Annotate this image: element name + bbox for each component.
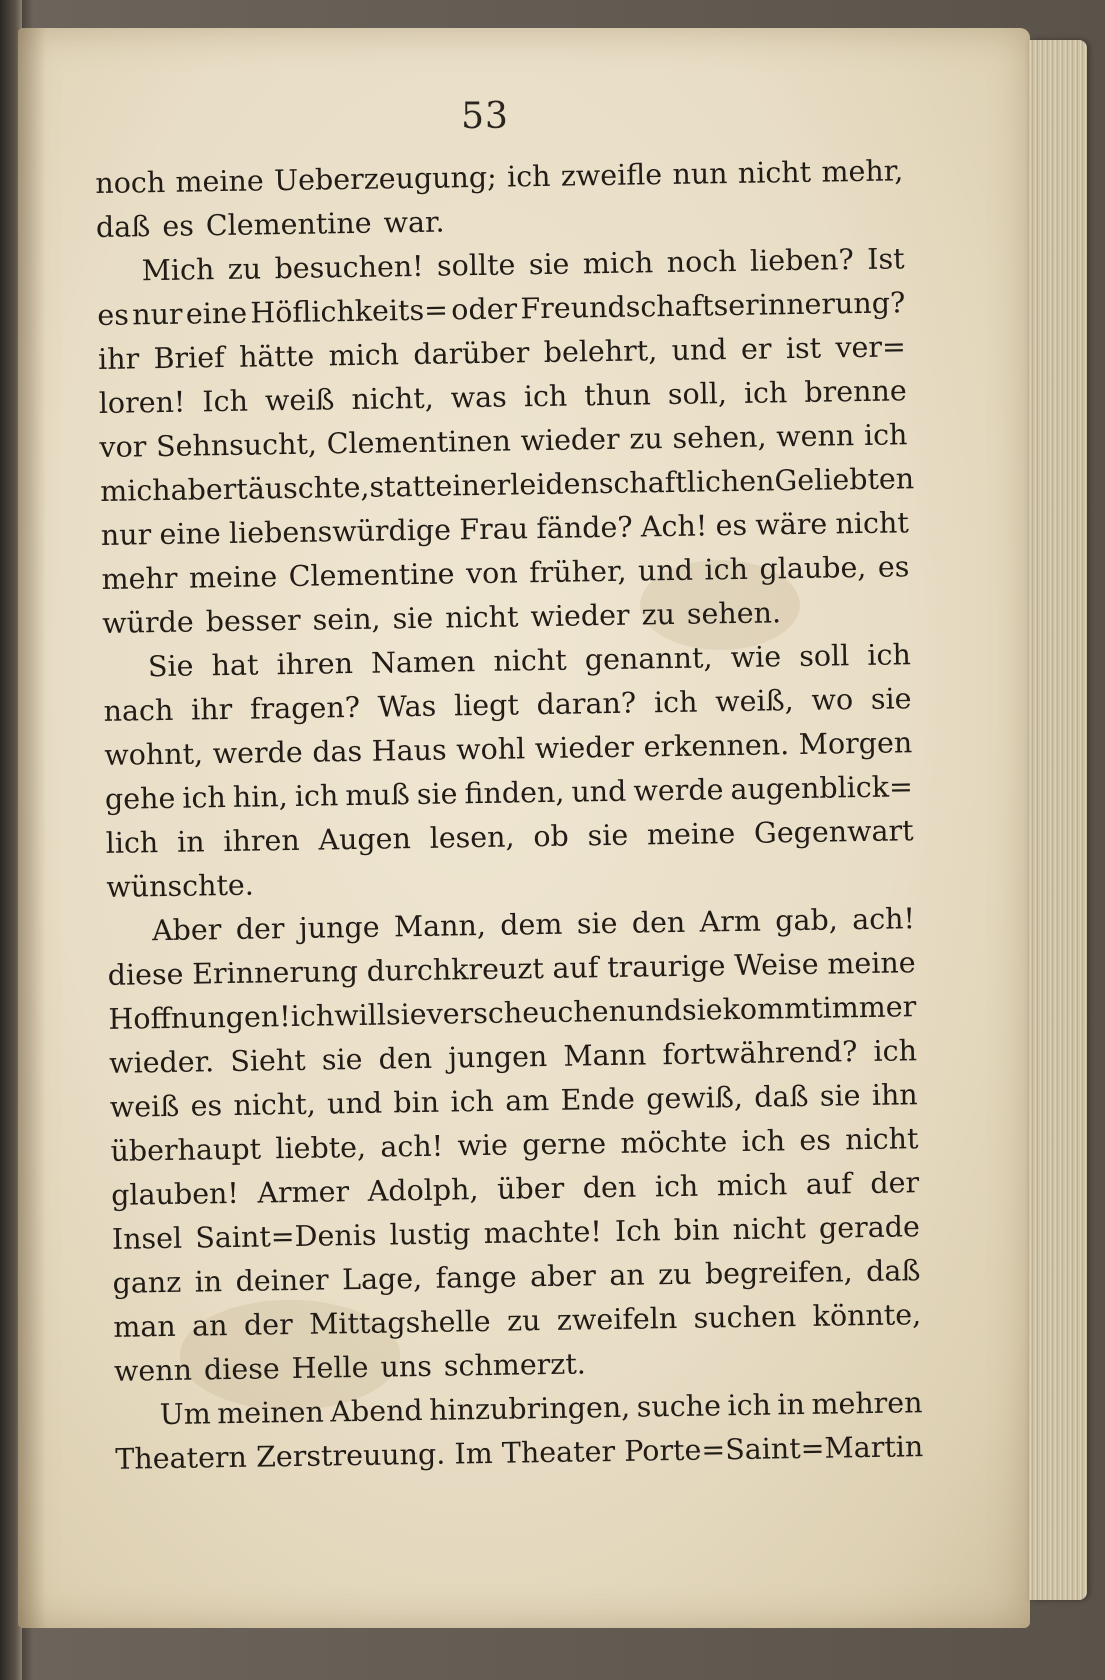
text-line: wohnt, werde das Haus wohl wieder erkennen. Morgen bbox=[104, 726, 913, 772]
text-line: Mich zu besuchen! sollte sie mich noch lieben? Ist bbox=[141, 242, 905, 288]
text-line: wünschte. bbox=[106, 868, 255, 904]
text-line: daß es Clementine war. bbox=[95, 205, 445, 244]
text-line: nur eine liebenswürdige Frau fände? Ach! es wäre nicht bbox=[100, 506, 910, 552]
text-line: gehe ich hin, ich muß sie finden, und werde augenblick= bbox=[104, 770, 914, 816]
text-line: lich in ihren Augen lesen, ob sie meine Gegenwart bbox=[105, 814, 914, 860]
text-line: Um meinen Abend hinzubringen, suche ich in mehren bbox=[159, 1386, 923, 1432]
text-line: ganz in deiner Lage, fange aber an zu begreifen, daß bbox=[112, 1254, 921, 1300]
text-line: Insel Saint=Denis lustig machte! Ich bin nicht gerade bbox=[111, 1210, 921, 1256]
text-line: noch meine Ueberzeugung; ich zweifle nun nicht mehr, bbox=[95, 154, 904, 200]
page-number: 53 bbox=[461, 96, 509, 137]
text-line: weiß es nicht, und bin ich am Ende gewiß, daß sie ihn bbox=[109, 1078, 918, 1124]
text-line: mich aber täuschte, statt einer leidenschaftlichen Geliebten bbox=[99, 462, 915, 508]
text-line: würde besser sein, sie nicht wieder zu sehen. bbox=[101, 596, 782, 640]
text-line: loren! Ich weiß nicht, was ich thun soll, ich brenne bbox=[98, 374, 907, 420]
text-line: Aber der junge Mann, dem sie den Arm gab, ach! bbox=[151, 902, 916, 948]
text-line: wieder. Sieht sie den jungen Mann fortwährend? ich bbox=[108, 1034, 918, 1080]
text-line: mehr meine Clementine von früher, und ich glaube, es bbox=[101, 550, 910, 596]
text-line: man an der Mittagshelle zu zweifeln suchen könnte, bbox=[113, 1298, 922, 1344]
text-line: Hoffnungen! ich will sie verscheuchen und sie kommt immer bbox=[108, 990, 917, 1036]
text-line: nach ihr fragen? Was liegt daran? ich weiß, wo sie bbox=[103, 682, 912, 728]
text-line: überhaupt liebte, ach! wie gerne möchte ich es nicht bbox=[110, 1122, 919, 1168]
text-line: es nur eine Höflichkeits= oder Freundschaftserinnerung? bbox=[97, 286, 906, 332]
text-line: ihr Brief hätte mich darüber belehrt, und er ist ver= bbox=[97, 330, 907, 376]
body-text bbox=[95, 149, 924, 1482]
page-edges bbox=[1029, 40, 1087, 1600]
spine-shadow bbox=[18, 28, 46, 1628]
text-line: Sie hat ihren Namen nicht genannt, wie soll ich bbox=[147, 638, 912, 684]
text-line: Theatern Zerstreuung. Im Theater Porte=Saint=Martin bbox=[115, 1430, 924, 1476]
text-line: wenn diese Helle uns schmerzt. bbox=[113, 1347, 587, 1388]
text-line: vor Sehnsucht, Clementinen wieder zu sehen, wenn ich bbox=[99, 418, 908, 464]
text-line: glauben! Armer Adolph, über den ich mich auf der bbox=[110, 1166, 920, 1212]
text-line: diese Erinnerung durchkreuzt auf traurige Weise meine bbox=[107, 946, 916, 992]
